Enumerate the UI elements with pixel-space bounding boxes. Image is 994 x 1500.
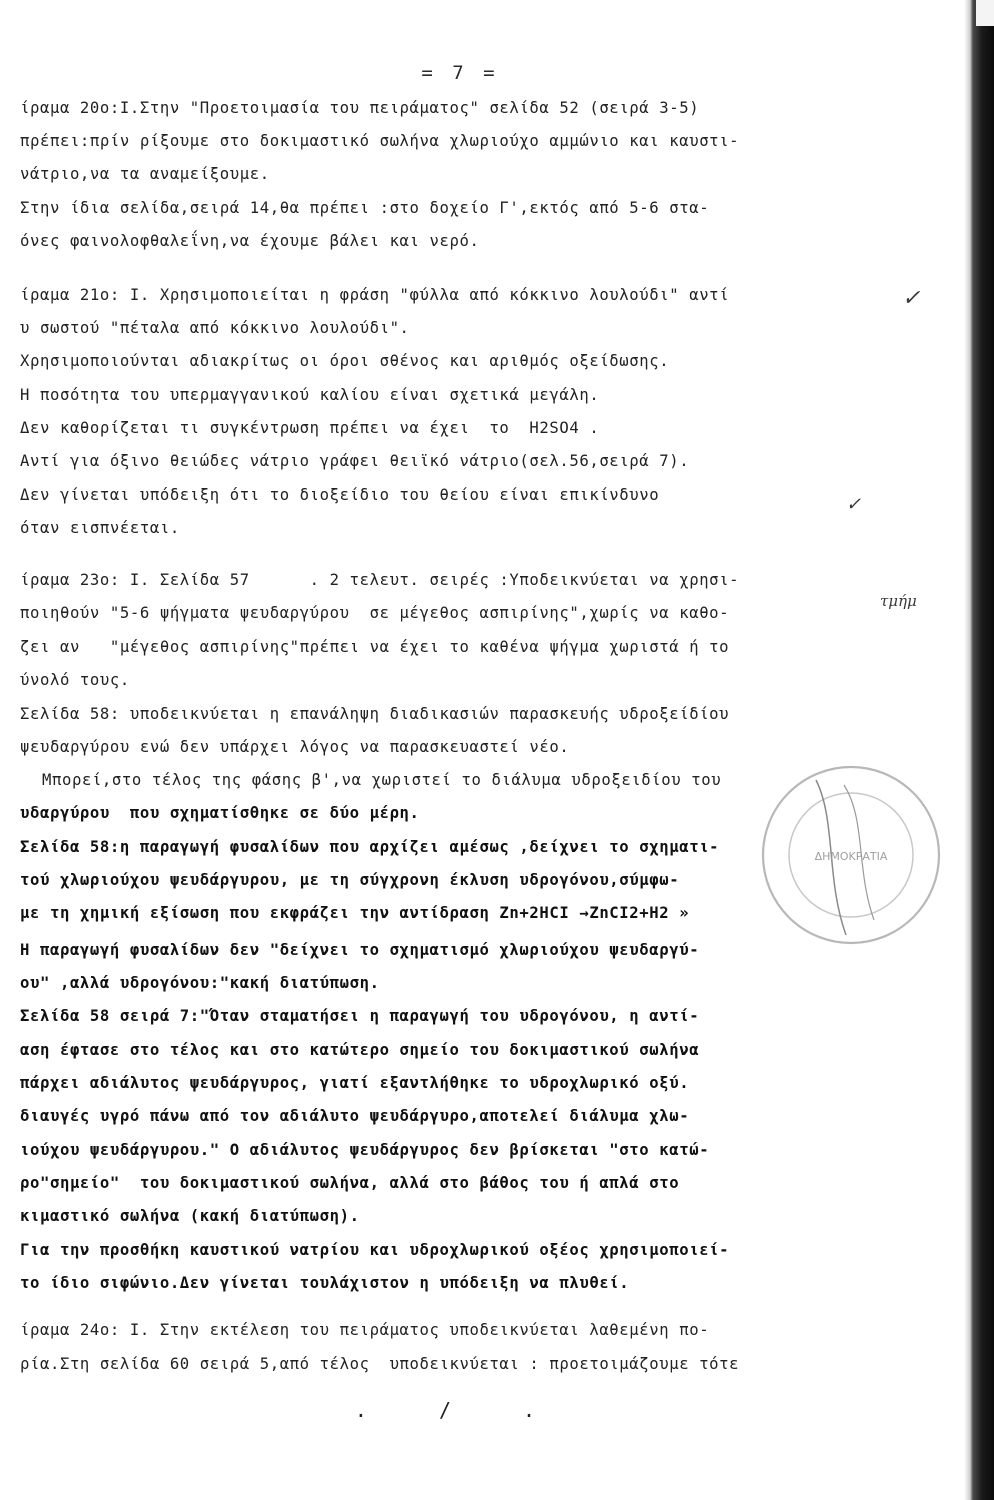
typed-line: κιμαστικό σωλήνα (κακή διατύπωση).	[20, 1207, 360, 1225]
page-footer-marks: . / .	[354, 1398, 566, 1422]
typed-line: Για την προσθήκη καυστικού νατρίου και υδροχλωρικού οξέος χρησιμοποιεί-	[20, 1241, 730, 1259]
typed-line: ίραμα 24ο: Ι. Στην εκτέλεση του πειράματος υποδεικνύεται λαθεμένη πο-	[20, 1321, 710, 1339]
typed-line: ίραμα 23ο: Ι. Σελίδα 57 . 2 τελευτ. σειρές :Υποδεικνύεται να χρησι-	[20, 571, 740, 589]
checkmark-icon: ✓	[902, 286, 921, 311]
typed-line: νάτριο,να τα αναμείξουμε.	[20, 165, 270, 183]
typed-line: τού χλωριούχου ψευδάργυρου, με τη σύγχρονη έκλυση υδρογόνου,σύμφω-	[20, 871, 680, 889]
typed-line: Η ποσότητα του υπερμαγγανικού καλίου είναι σχετικά μεγάλη.	[20, 386, 600, 404]
typed-line: Σελίδα 58:η παραγωγή φυσαλίδων που αρχίζει αμέσως ,δείχνει το σχηματι-	[20, 838, 720, 856]
typed-line: όταν εισπνέεται.	[20, 519, 180, 537]
typed-line: ύνολό τους.	[20, 671, 130, 689]
typed-line: όνες φαινολοφθαλεΐνη,να έχουμε βάλει και νερό.	[20, 232, 480, 250]
scan-page-edge	[964, 0, 994, 1500]
typed-line: ου" ,αλλά υδρογόνου:"κακή διατύπωση.	[20, 974, 380, 992]
typed-line: Αντί για όξινο θειώδες νάτριο γράφει θειϊκό νάτριο(σελ.56,σειρά 7).	[20, 452, 690, 470]
typed-line: υδαργύρου που σχηματίσθηκε σε δύο μέρη.	[20, 804, 420, 822]
handwritten-margin-note: τμήμ	[880, 592, 917, 610]
typed-line: Σελίδα 58 σειρά 7:"Όταν σταματήσει η παραγωγή του υδρογόνου, η αντί-	[20, 1007, 700, 1025]
typed-line: με τη χημική εξίσωση που εκφράζει την αντίδραση Zn+2HCI →ZnCI2+H2 »	[20, 904, 690, 922]
typed-line: Δεν καθορίζεται τι συγκέντρωση πρέπει να έχει το H2SO4 .	[20, 419, 600, 437]
typed-line: ιούχου ψευδάργυρου." Ο αδιάλυτος ψευδάργυρος δεν βρίσκεται "στο κατώ-	[20, 1141, 710, 1159]
typed-line: ίραμα 21ο: Ι. Χρησιμοποιείται η φράση "φύλλα από κόκκινο λουλούδι" αντί	[20, 286, 730, 304]
typed-line: πάρχει αδιάλυτος ψευδάργυρος, γιατί εξαντλήθηκε το υδροχλωρικό οξύ.	[20, 1074, 690, 1092]
typed-line: ζει αν "μέγεθος ασπιρίνης"πρέπει να έχει το καθένα ψήγμα χωριστά ή το	[20, 638, 730, 656]
typed-line: Στην ίδια σελίδα,σειρά 14,θα πρέπει :στο δοχείο Γ',εκτός από 5-6 στα-	[20, 199, 710, 217]
typed-line: ρο"σημείο" του δοκιμαστικού σωλήνα, αλλά στο βάθος του ή απλά στο	[20, 1174, 680, 1192]
page-number: = 7 =	[421, 62, 499, 84]
typed-line: ψευδαργύρου ενώ δεν υπάρχει λόγος να παρασκευαστεί νέο.	[20, 738, 570, 756]
official-stamp	[756, 760, 946, 950]
typed-line: ρία.Στη σελίδα 60 σειρά 5,από τέλος υποδεικνύεται : προετοιμάζουμε τότε	[20, 1355, 740, 1373]
typed-line: ίραμα 20ο:Ι.Στην "Προετοιμασία του πειράματος" σελίδα 52 (σειρά 3-5)	[20, 99, 700, 117]
typed-line: Η παραγωγή φυσαλίδων δεν "δείχνει το σχηματισμό χλωριούχου ψευδαργύ-	[20, 941, 700, 959]
stamp-text: ΔΗΜΟΚΡΑΤΙΑ	[814, 850, 888, 863]
scan-corner	[976, 0, 994, 26]
typed-line: Μπορεί,στο τέλος της φάσης β',να χωριστεί το διάλυμα υδροξειδίου του	[42, 771, 722, 789]
typed-line: Χρησιμοποιούνται αδιακρίτως οι όροι σθένος και αριθμός οξείδωσης.	[20, 352, 670, 370]
typed-line: Δεν γίνεται υπόδειξη ότι το διοξείδιο του θείου είναι επικίνδυνο	[20, 486, 660, 504]
typed-line: υ σωστού "πέταλα από κόκκινο λουλούδι".	[20, 319, 410, 337]
typed-line: διαυγές υγρό πάνω από τον αδιάλυτο ψευδάργυρο,αποτελεί διάλυμα χλω-	[20, 1107, 690, 1125]
typed-line: ποιηθούν "5-6 ψήγματα ψευδαργύρου σε μέγεθος ασπιρίνης",χωρίς να καθο-	[20, 604, 730, 622]
typed-line: Σελίδα 58: υποδεικνύεται η επανάληψη διαδικασιών παρασκευής υδροξείδίου	[20, 705, 730, 723]
typed-line: αση έφτασε στο τέλος και στο κατώτερο σημείο του δοκιμαστικού σωλήνα	[20, 1041, 700, 1059]
typed-line: πρέπει:πρίν ρίξουμε στο δοκιμαστικό σωλήνα χλωριούχο αμμώνιο και καυστι-	[20, 132, 740, 150]
typed-line: το ίδιο σιφώνιο.Δεν γίνεται τουλάχιστον η υπόδειξη να πλυθεί.	[20, 1274, 630, 1292]
checkmark-icon: ✓	[846, 494, 862, 515]
